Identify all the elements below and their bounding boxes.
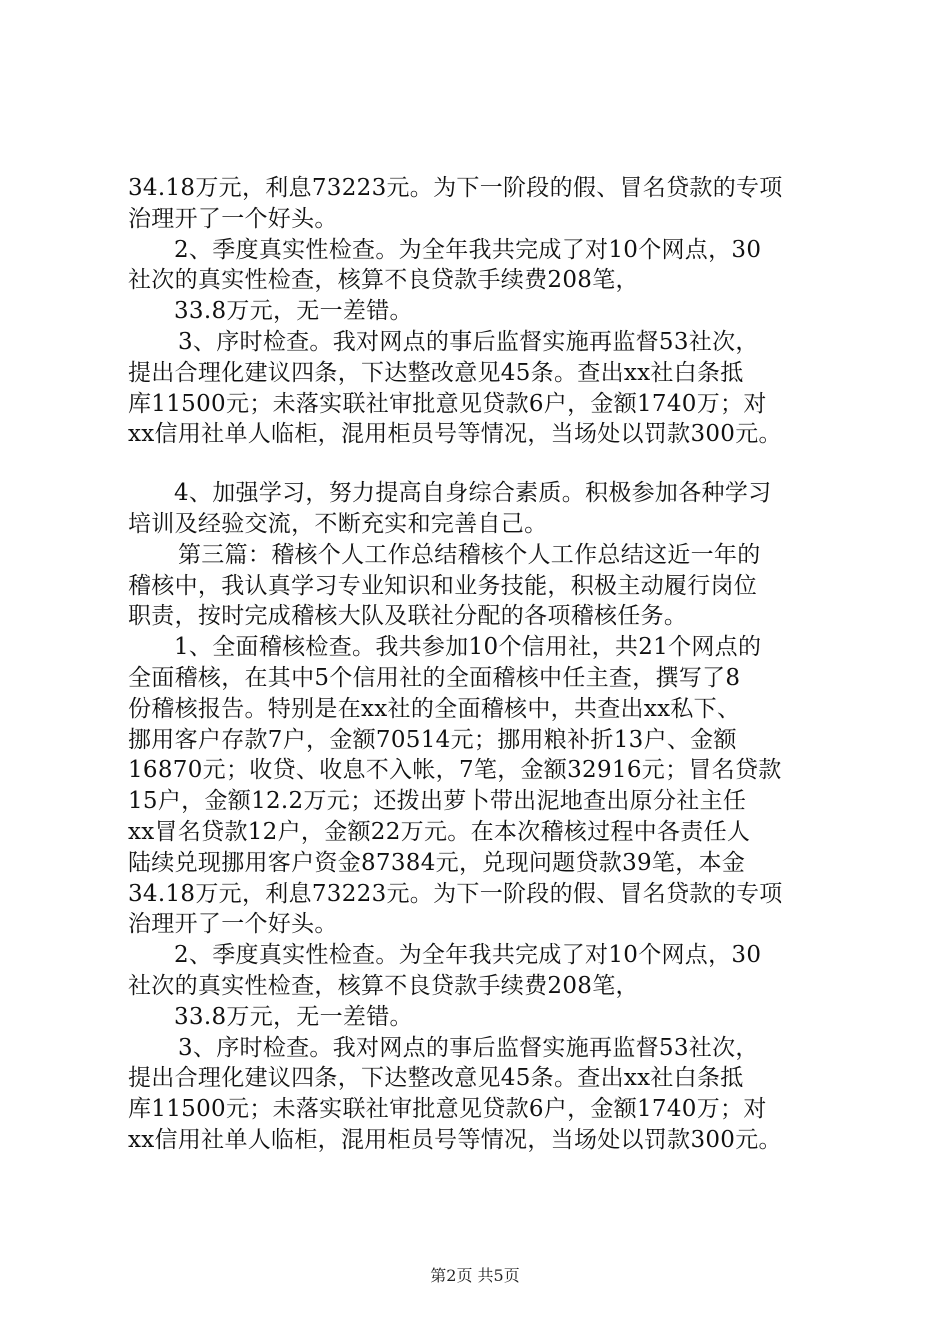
text-line: 2、季度真实性检查。为全年我共完成了对10个网点，30 [174, 236, 762, 263]
text-line: 库11500元；未落实联社审批意见贷款6户，金额1740万；对 [128, 1096, 767, 1123]
text-line: 社次的真实性检查，核算不良贷款手续费208笔， [128, 972, 639, 999]
text-line: 3、序时检查。我对网点的事后监督实施再监督53社次， [178, 1034, 759, 1061]
document-body [128, 173, 848, 1156]
text-line: xx信用社单人临柜，混用柜员号等情况，当场处以罚款300元。 [128, 1126, 782, 1153]
text-line: 培训及经验交流，不断充实和完善自己。 [128, 510, 548, 537]
text-line: 4、加强学习，努力提高自身综合素质。积极参加各种学习 [174, 480, 772, 507]
text-line: xx信用社单人临柜，混用柜员号等情况，当场处以罚款300元。 [128, 421, 782, 448]
text-line: 15户，金额12.2万元；还拨出萝卜带出泥地查出原分社主任 [128, 788, 747, 815]
text-line: 挪用客户存款7户，金额70514元；挪用粮补折13户、金额 [128, 726, 737, 753]
text-line: 1、全面稽核检查。我共参加10个信用社，共21个网点的 [174, 634, 762, 661]
text-line: 陆续兑现挪用客户资金87384元，兑现问题贷款39笔，本金 [128, 849, 746, 876]
text-line: 库11500元；未落实联社审批意见贷款6户，金额1740万；对 [128, 390, 767, 417]
text-line: 职责，按时完成稽核大队及联社分配的各项稽核任务。 [128, 603, 688, 630]
text-line: 全面稽核，在其中5个信用社的全面稽核中任主查，撰写了8 [128, 664, 741, 691]
text-line: 2、季度真实性检查。为全年我共完成了对10个网点，30 [174, 942, 762, 969]
text-line: 16870元；收贷、收息不入帐，7笔，金额32916元；冒名贷款 [128, 757, 782, 784]
text-line: 3、序时检查。我对网点的事后监督实施再监督53社次， [178, 328, 759, 355]
text-line: 第三篇：稽核个人工作总结稽核个人工作总结这近一年的 [178, 541, 761, 568]
text-line: 治理开了一个好头。 [128, 911, 338, 938]
text-line: 提出合理化建议四条，下达整改意见45条。查出xx社白条抵 [128, 1065, 744, 1092]
text-line: 34.18万元，利息73223元。为下一阶段的假、冒名贷款的专项 [128, 880, 783, 907]
text-line: 提出合理化建议四条，下达整改意见45条。查出xx社白条抵 [128, 359, 744, 386]
text-line: 33.8万元，无一差错。 [174, 1003, 413, 1030]
text-line: 稽核中，我认真学习专业知识和业务技能，积极主动履行岗位 [128, 572, 758, 599]
paragraph-gap [128, 450, 848, 478]
text-line: 33.8万元，无一差错。 [174, 298, 413, 325]
page-footer: 第2页 共5页 [430, 1266, 520, 1285]
text-line: 社次的真实性检查，核算不良贷款手续费208笔， [128, 267, 639, 294]
text-line: 34.18万元，利息73223元。为下一阶段的假、冒名贷款的专项 [128, 175, 783, 201]
text-line: 治理开了一个好头。 [128, 205, 338, 232]
text-line: xx冒名贷款12户，金额22万元。在本次稽核过程中各责任人 [128, 818, 751, 845]
text-line: 份稽核报告。特别是在xx社的全面稽核中，共查出xx私下、 [128, 695, 741, 722]
